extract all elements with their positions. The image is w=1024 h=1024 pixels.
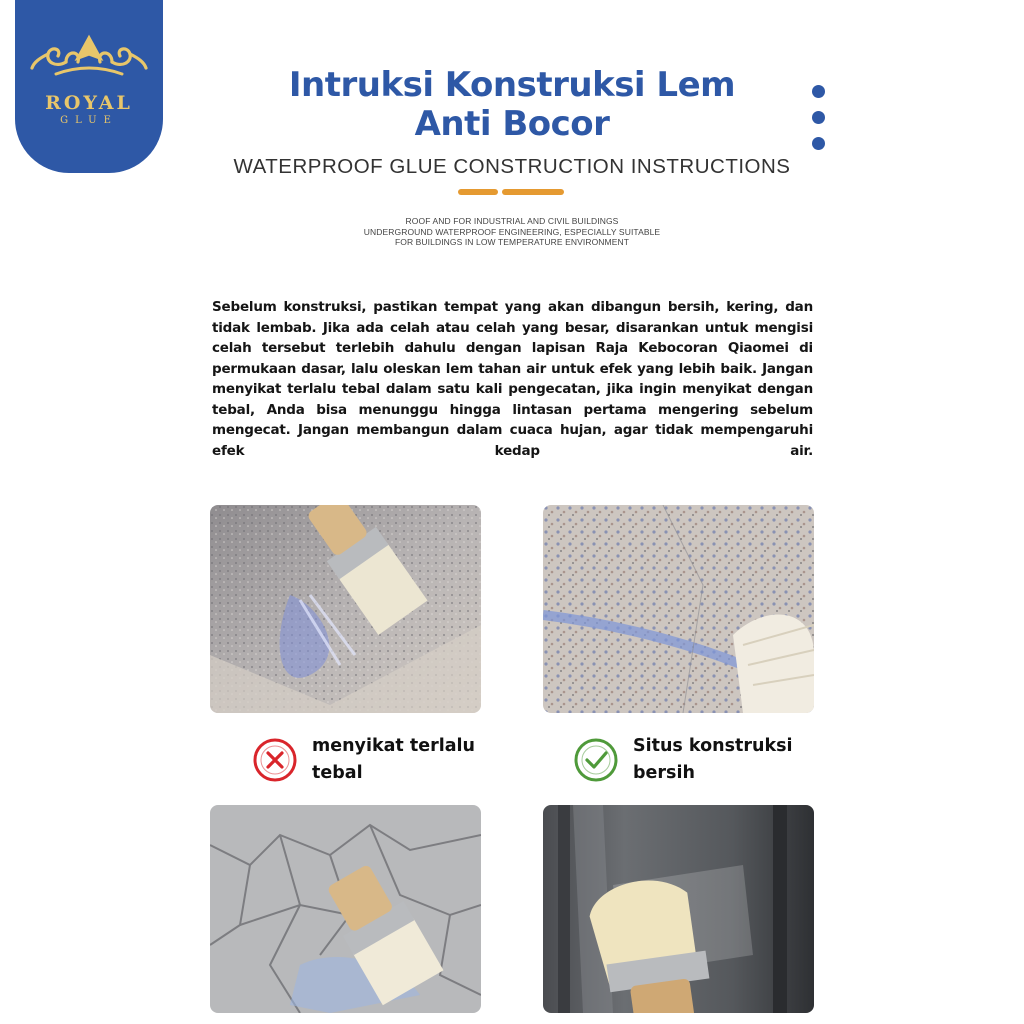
small-line: FOR BUILDINGS IN LOW TEMPERATURE ENVIRONMENT (394, 237, 630, 247)
photo-clean-site (543, 505, 814, 713)
caption-text (312, 733, 492, 787)
photo-cracked-surface (210, 805, 481, 1013)
cross-circle-icon (252, 737, 298, 783)
caption-brushing-too-thick (252, 733, 492, 787)
caption-text (633, 733, 813, 787)
title-line-1: Intruksi Konstruksi Lem (288, 65, 736, 105)
small-line: ROOF AND FOR INDUSTRIAL AND CIVIL BUILDINGS (405, 216, 619, 226)
caption-line: menyikat terlalu (312, 736, 476, 756)
brand-logo (15, 0, 163, 173)
check-circle-icon (573, 737, 619, 783)
photo-brushing-too-thick (210, 505, 481, 713)
instruction-paragraph: Sebelum konstruksi, pastikan tempat yang akan dibangun bersih, kering, dan tidak lembab. Jika ada celah atau celah yang besar, disarankan untuk mengisi celah tersebut terlebih dahulu dengan lapisan Raja Kebocoran Qiaomei di permukaan dasar, lalu oleskan lem tahan air untuk efek yang lebih baik. Jangan menyikat terlalu tebal dalam satu kali pengecatan, jika ingin menyikat dengan tebal, Anda bisa menunggu hingga lintasan pertama mengering sebelum mengecat. Jangan membangun dalam cuaca hujan, agar tidak mempengaruhi efek kedap air. (212, 299, 813, 459)
caption-line: bersih (633, 763, 695, 783)
page-title (200, 66, 824, 144)
caption-clean-site (573, 733, 813, 787)
photo-brush-applying (543, 805, 814, 1013)
brand-subname: GLUE (60, 115, 118, 126)
caption-line: tebal (312, 763, 363, 783)
small-line: UNDERGROUND WATERPROOF ENGINEERING, ESPECIALLY SUITABLE (363, 226, 661, 237)
crown-icon (26, 32, 152, 90)
caption-line: Situs konstruksi (633, 736, 793, 756)
title-line-2: Anti Bocor (414, 104, 610, 144)
brand-name: ROYAL (45, 92, 133, 114)
title-underline (458, 189, 566, 195)
small-description (300, 216, 724, 248)
page-subtitle: WATERPROOF GLUE CONSTRUCTION INSTRUCTIONS (233, 155, 791, 178)
